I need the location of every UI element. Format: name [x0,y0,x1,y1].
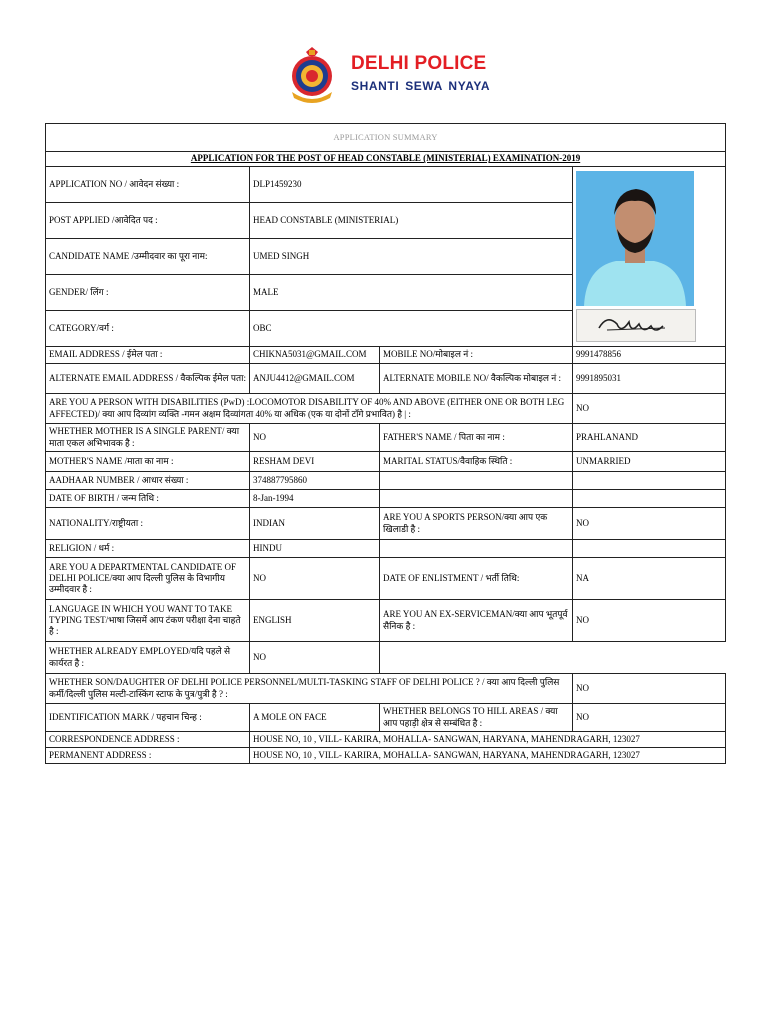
table-row [46,364,726,394]
nationality-value: INDIAN [250,508,380,540]
category-label: CATEGORY/वर्ग : [46,311,250,347]
page-header [284,46,544,106]
mobile-label: MOBILE NO/मोबाइल नं : [380,347,573,364]
marital-status-label: MARITAL STATUS/वैवाहिक स्थिति : [380,452,573,472]
table-row [46,558,726,600]
identification-mark-value: A MOLE ON FACE [250,704,380,732]
empty-cell [380,472,573,490]
person-photo-icon [576,171,694,306]
summary-title-row [46,124,726,152]
religion-label: RELIGION / धर्म : [46,540,250,558]
mother-name-value: RESHAM DEVI [250,452,380,472]
table-row [46,490,726,508]
table-row [46,642,726,674]
table-row [46,748,726,764]
departmental-value: NO [250,558,380,600]
employed-label: WHETHER ALREADY EMPLOYED/यदि पहले से कार्यरत है : [46,642,250,674]
application-summary-table [45,123,726,764]
police-ward-value: NO [573,674,726,704]
aadhaar-value: 374887795860 [250,472,380,490]
mobile-value: 9991478856 [573,347,726,364]
empty-cell [380,540,573,558]
application-no-value: DLP1459230 [250,167,573,203]
empty-cell [573,540,726,558]
enlistment-date-value: NA [573,558,726,600]
ex-serviceman-value: NO [573,600,726,642]
table-row [46,600,726,642]
category-value: OBC [250,311,573,347]
hill-area-value: NO [573,704,726,732]
brand-title: DELHI POLICE [351,53,487,74]
mother-name-label: MOTHER'S NAME /माता का नाम : [46,452,250,472]
post-heading: APPLICATION FOR THE POST OF HEAD CONSTABLE (MINISTERIAL) EXAMINATION-2019 [46,152,726,167]
aadhaar-label: AADHAAR NUMBER / आधार संख्या : [46,472,250,490]
departmental-label: ARE YOU A DEPARTMENTAL CANDIDATE OF DELHI POLICE/क्या आप दिल्ली पुलिस के विभागीय उम्मीदवार है : [46,558,250,600]
police-ward-label: WHETHER SON/DAUGHTER OF DELHI POLICE PERSONNEL/MULTI-TASKING STAFF OF DELHI POLICE ? / क्या आप दिल्ली पुलिस कर्मी/दिल्ली पुलिस मल्टी-टास्किंग स्टाफ के पुत्र/पुत्री है ? : [46,674,573,704]
alt-email-label: ALTERNATE EMAIL ADDRESS / वैकल्पिक ईमेल पता: [46,364,250,394]
candidate-name-label: CANDIDATE NAME /उम्मीदवार का पूरा नाम: [46,239,250,275]
table-row [46,674,726,704]
empty-cell [380,642,726,674]
permanent-address-label: PERMANENT ADDRESS : [46,748,250,764]
application-no-label: APPLICATION NO / आवेदन संख्या : [46,167,250,203]
email-value: CHIKNA5031@GMAIL.COM [250,347,380,364]
table-row [46,167,726,203]
enlistment-date-label: DATE OF ENLISTMENT / भर्ती तिथि: [380,558,573,600]
post-heading-row [46,152,726,167]
dob-label: DATE OF BIRTH / जन्म तिथि : [46,490,250,508]
summary-title: APPLICATION SUMMARY [46,124,726,152]
post-applied-label: POST APPLIED /आवेदित पद : [46,203,250,239]
identification-mark-label: IDENTIFICATION MARK / पहचान चिन्ह : [46,704,250,732]
disability-label: ARE YOU A PERSON WITH DISABILITIES (PwD) :LOCOMOTOR DISABILITY OF 40% AND ABOVE (EITHER ONE OR BOTH LEG AFFECTED)/ क्या आप दिव्यांग व्यक्ति -गमन अक्षम दिव्यांगता 40% या अधिक (एक या दोनों टाँगे प्रभावित) है | : [46,394,573,424]
brand-motto: SHANTI SEWA NYAYA [351,79,491,93]
candidate-signature [576,309,696,342]
table-row [46,540,726,558]
disability-value: NO [573,394,726,424]
marital-status-value: UNMARRIED [573,452,726,472]
typing-language-value: ENGLISH [250,600,380,642]
photo-signature-cell [573,167,726,347]
father-name-value: PRAHLANAND [573,424,726,452]
candidate-photo [576,171,694,306]
ex-serviceman-label: ARE YOU AN EX-SERVICEMAN/क्या आप भूतपूर्व सैनिक है : [380,600,573,642]
table-row [46,732,726,748]
hill-area-label: WHETHER BELONGS TO HILL AREAS / क्या आप पहाड़ी क्षेत्र से सम्बंधित है : [380,704,573,732]
typing-language-label: LANGUAGE IN WHICH YOU WANT TO TAKE TYPING TEST/भाषा जिसमें आप टंकण परीक्षा देना चाहते है : [46,600,250,642]
empty-cell [380,490,573,508]
gender-label: GENDER/ लिंग : [46,275,250,311]
correspondence-address-value: HOUSE NO, 10 , VILL- KARIRA, MOHALLA- SANGWAN, HARYANA, MAHENDRAGARH, 123027 [250,732,726,748]
table-row [46,508,726,540]
sports-person-value: NO [573,508,726,540]
post-applied-value: HEAD CONSTABLE (MINISTERIAL) [250,203,573,239]
alt-email-value: ANJU4412@GMAIL.COM [250,364,380,394]
employed-value: NO [250,642,380,674]
gender-value: MALE [250,275,573,311]
religion-value: HINDU [250,540,380,558]
candidate-name-value: UMED SINGH [250,239,573,275]
single-parent-value: NO [250,424,380,452]
permanent-address-value: HOUSE NO, 10 , VILL- KARIRA, MOHALLA- SANGWAN, HARYANA, MAHENDRAGARH, 123027 [250,748,726,764]
empty-cell [573,472,726,490]
correspondence-address-label: CORRESPONDENCE ADDRESS : [46,732,250,748]
sports-person-label: ARE YOU A SPORTS PERSON/क्या आप एक खिलाडी है : [380,508,573,540]
email-label: EMAIL ADDRESS / ईमेल पता : [46,347,250,364]
alt-mobile-label: ALTERNATE MOBILE NO/ वैकल्पिक मोबाइल नं : [380,364,573,394]
table-row [46,472,726,490]
signature-icon [577,310,695,341]
delhi-police-emblem-icon [284,46,340,104]
table-row [46,394,726,424]
single-parent-label: WHETHER MOTHER IS A SINGLE PARENT/ क्या माता एकल अभिभावक है : [46,424,250,452]
table-row [46,347,726,364]
table-row [46,424,726,452]
table-row [46,704,726,732]
table-row [46,452,726,472]
dob-value: 8-Jan-1994 [250,490,380,508]
father-name-label: FATHER'S NAME / पिता का नाम : [380,424,573,452]
empty-cell [573,490,726,508]
alt-mobile-value: 9991895031 [573,364,726,394]
nationality-label: NATIONALITY/राष्ट्रीयता : [46,508,250,540]
